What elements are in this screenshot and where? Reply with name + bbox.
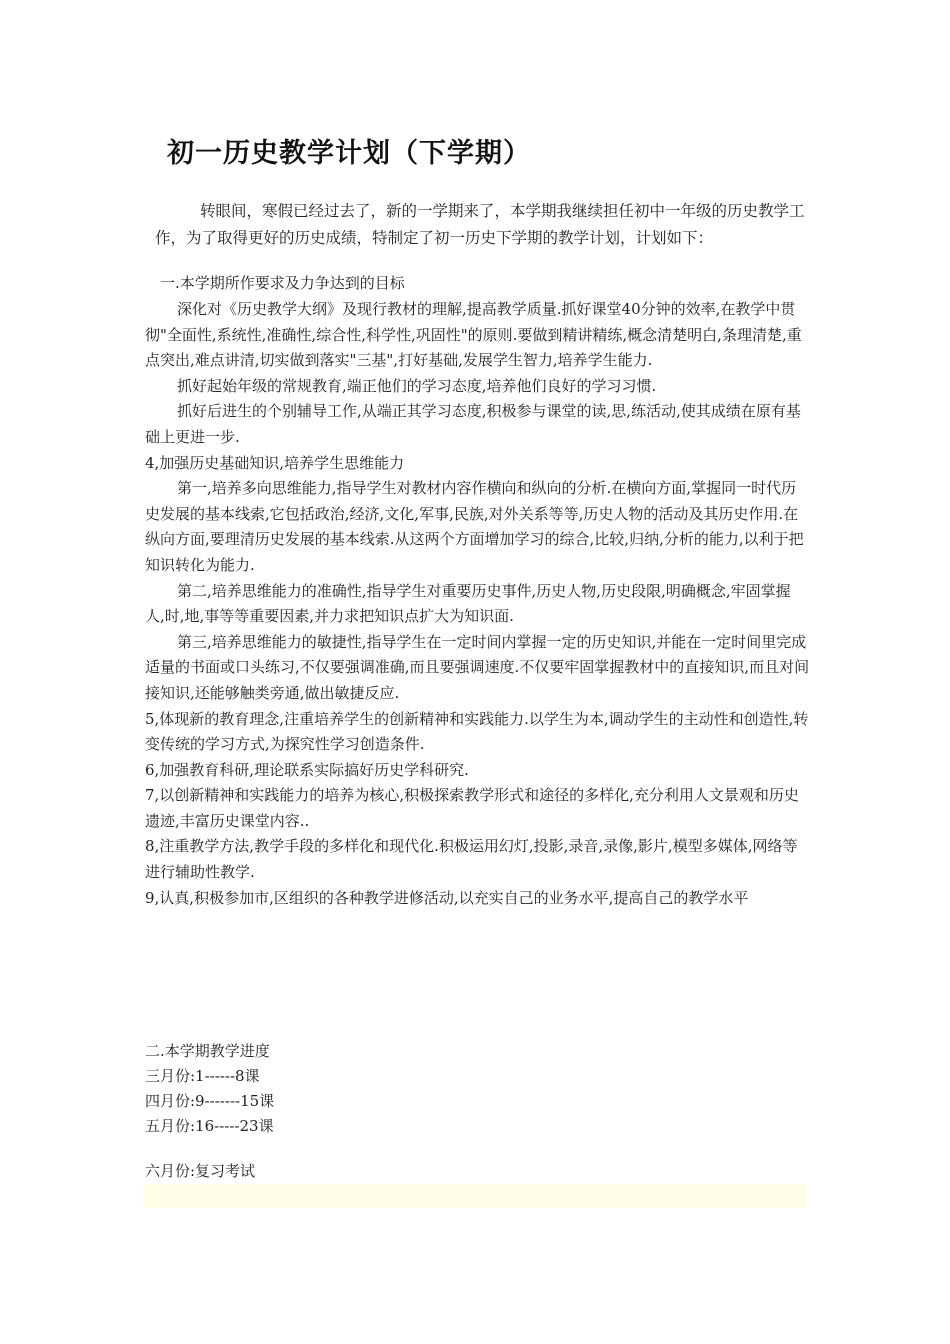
- goal-item-9: 9,认真,积极参加市,区组织的各种教学进修活动,以充实自己的业务水平,提高自己的教学水平: [145, 888, 749, 907]
- goal-item-6: 6,加强教育科研,理论联系实际搞好历史学科研究.: [145, 760, 469, 779]
- goal-item-4: 4,加强历史基础知识,培养学生思维能力: [145, 453, 405, 472]
- goal-paragraph: 第一,培养多向思维能力,指导学生对教材内容作横向和纵向的分析.在横向方面,掌握同一时代历史发展的基本线索,它包括政治,经济,文化,军事,民族,对外关系等等,历史人物的活动及其历史作用.在纵向方面,要理清历史发展的基本线索.从这两个方面增加学习的综合,比较,归纳,分析的能力,以利于把知识转化为能力.: [145, 479, 804, 574]
- goal-item-5: 5,体现新的教育理念,注重培养学生的创新精神和实践能力.以学生为本,调动学生的主动性和创造性,转变传统的学习方式,为探究性学习创造条件.: [145, 709, 809, 754]
- section2-heading: 二.本学期教学进度: [145, 1042, 270, 1060]
- schedule-june: 六月份:复习考试: [145, 1162, 256, 1180]
- goal-paragraph: 深化对《历史教学大纲》及现行教材的理解,提高教学质量.抓好课堂40分钟的效率,在教学中贯彻"全面性,系统性,准确性,综合性,科学性,巩固性"的原则.要做到精讲精练,概念清楚明白,条理清楚,重点突出,难点讲清,切实做到落实"三基",打好基础,发展学生智力,培养学生能力.: [145, 300, 802, 370]
- section1-heading: 一.本学期所作要求及力争达到的目标: [160, 274, 405, 292]
- schedule-march: 三月份:1------8课: [145, 1067, 260, 1085]
- intro-paragraph: 转眼间，寒假已经过去了，新的一学期来了，本学期我继续担任初中一年级的历史教学工作，为了取得更好的历史成绩，特制定了初一历史下学期的教学计划，计划如下：: [155, 202, 805, 247]
- goal-paragraph: 第三,培养思维能力的敏捷性,指导学生在一定时间内掌握一定的历史知识,并能在一定时间里完成适量的书面或口头练习,不仅要强调准确,而且要强调速度.不仅要牢固掌握教材中的直接知识,而且对间接知识,还能够触类旁通,做出敏捷反应.: [145, 632, 810, 702]
- section1-body: [145, 297, 810, 911]
- schedule-april: 四月份:9-------15课: [145, 1092, 275, 1110]
- goal-paragraph: 第二,培养思维能力的准确性,指导学生对重要历史事件,历史人物,历史段限,明确概念,牢固掌握人,时,地,事等等重要因素,并力求把知识点扩大为知识面.: [145, 581, 791, 626]
- goal-paragraph: 抓好后进生的个别辅导工作,从端正其学习态度,积极参与课堂的读,思,练活动,使其成绩在原有基础上更进一步.: [145, 402, 801, 446]
- schedule-may: 五月份:16-----23课: [145, 1117, 274, 1135]
- goal-item-7: 7,以创新精神和实践能力的培养为核心,积极探索教学形式和途径的多样化,充分利用人文景观和历史遗迹,丰富历史课堂内容..: [145, 786, 799, 830]
- page-title: 初一历史教学计划（下学期）: [167, 138, 531, 169]
- goal-paragraph: 抓好起始年级的常规教育,端正他们的学习态度,培养他们良好的学习习惯.: [177, 376, 657, 395]
- highlight-band: [143, 1184, 806, 1208]
- goal-item-8: 8,注重教学方法,教学手段的多样化和现代化.积极运用幻灯,投影,录音,录像,影片,模型多媒体,网络等进行辅助性教学.: [145, 837, 798, 882]
